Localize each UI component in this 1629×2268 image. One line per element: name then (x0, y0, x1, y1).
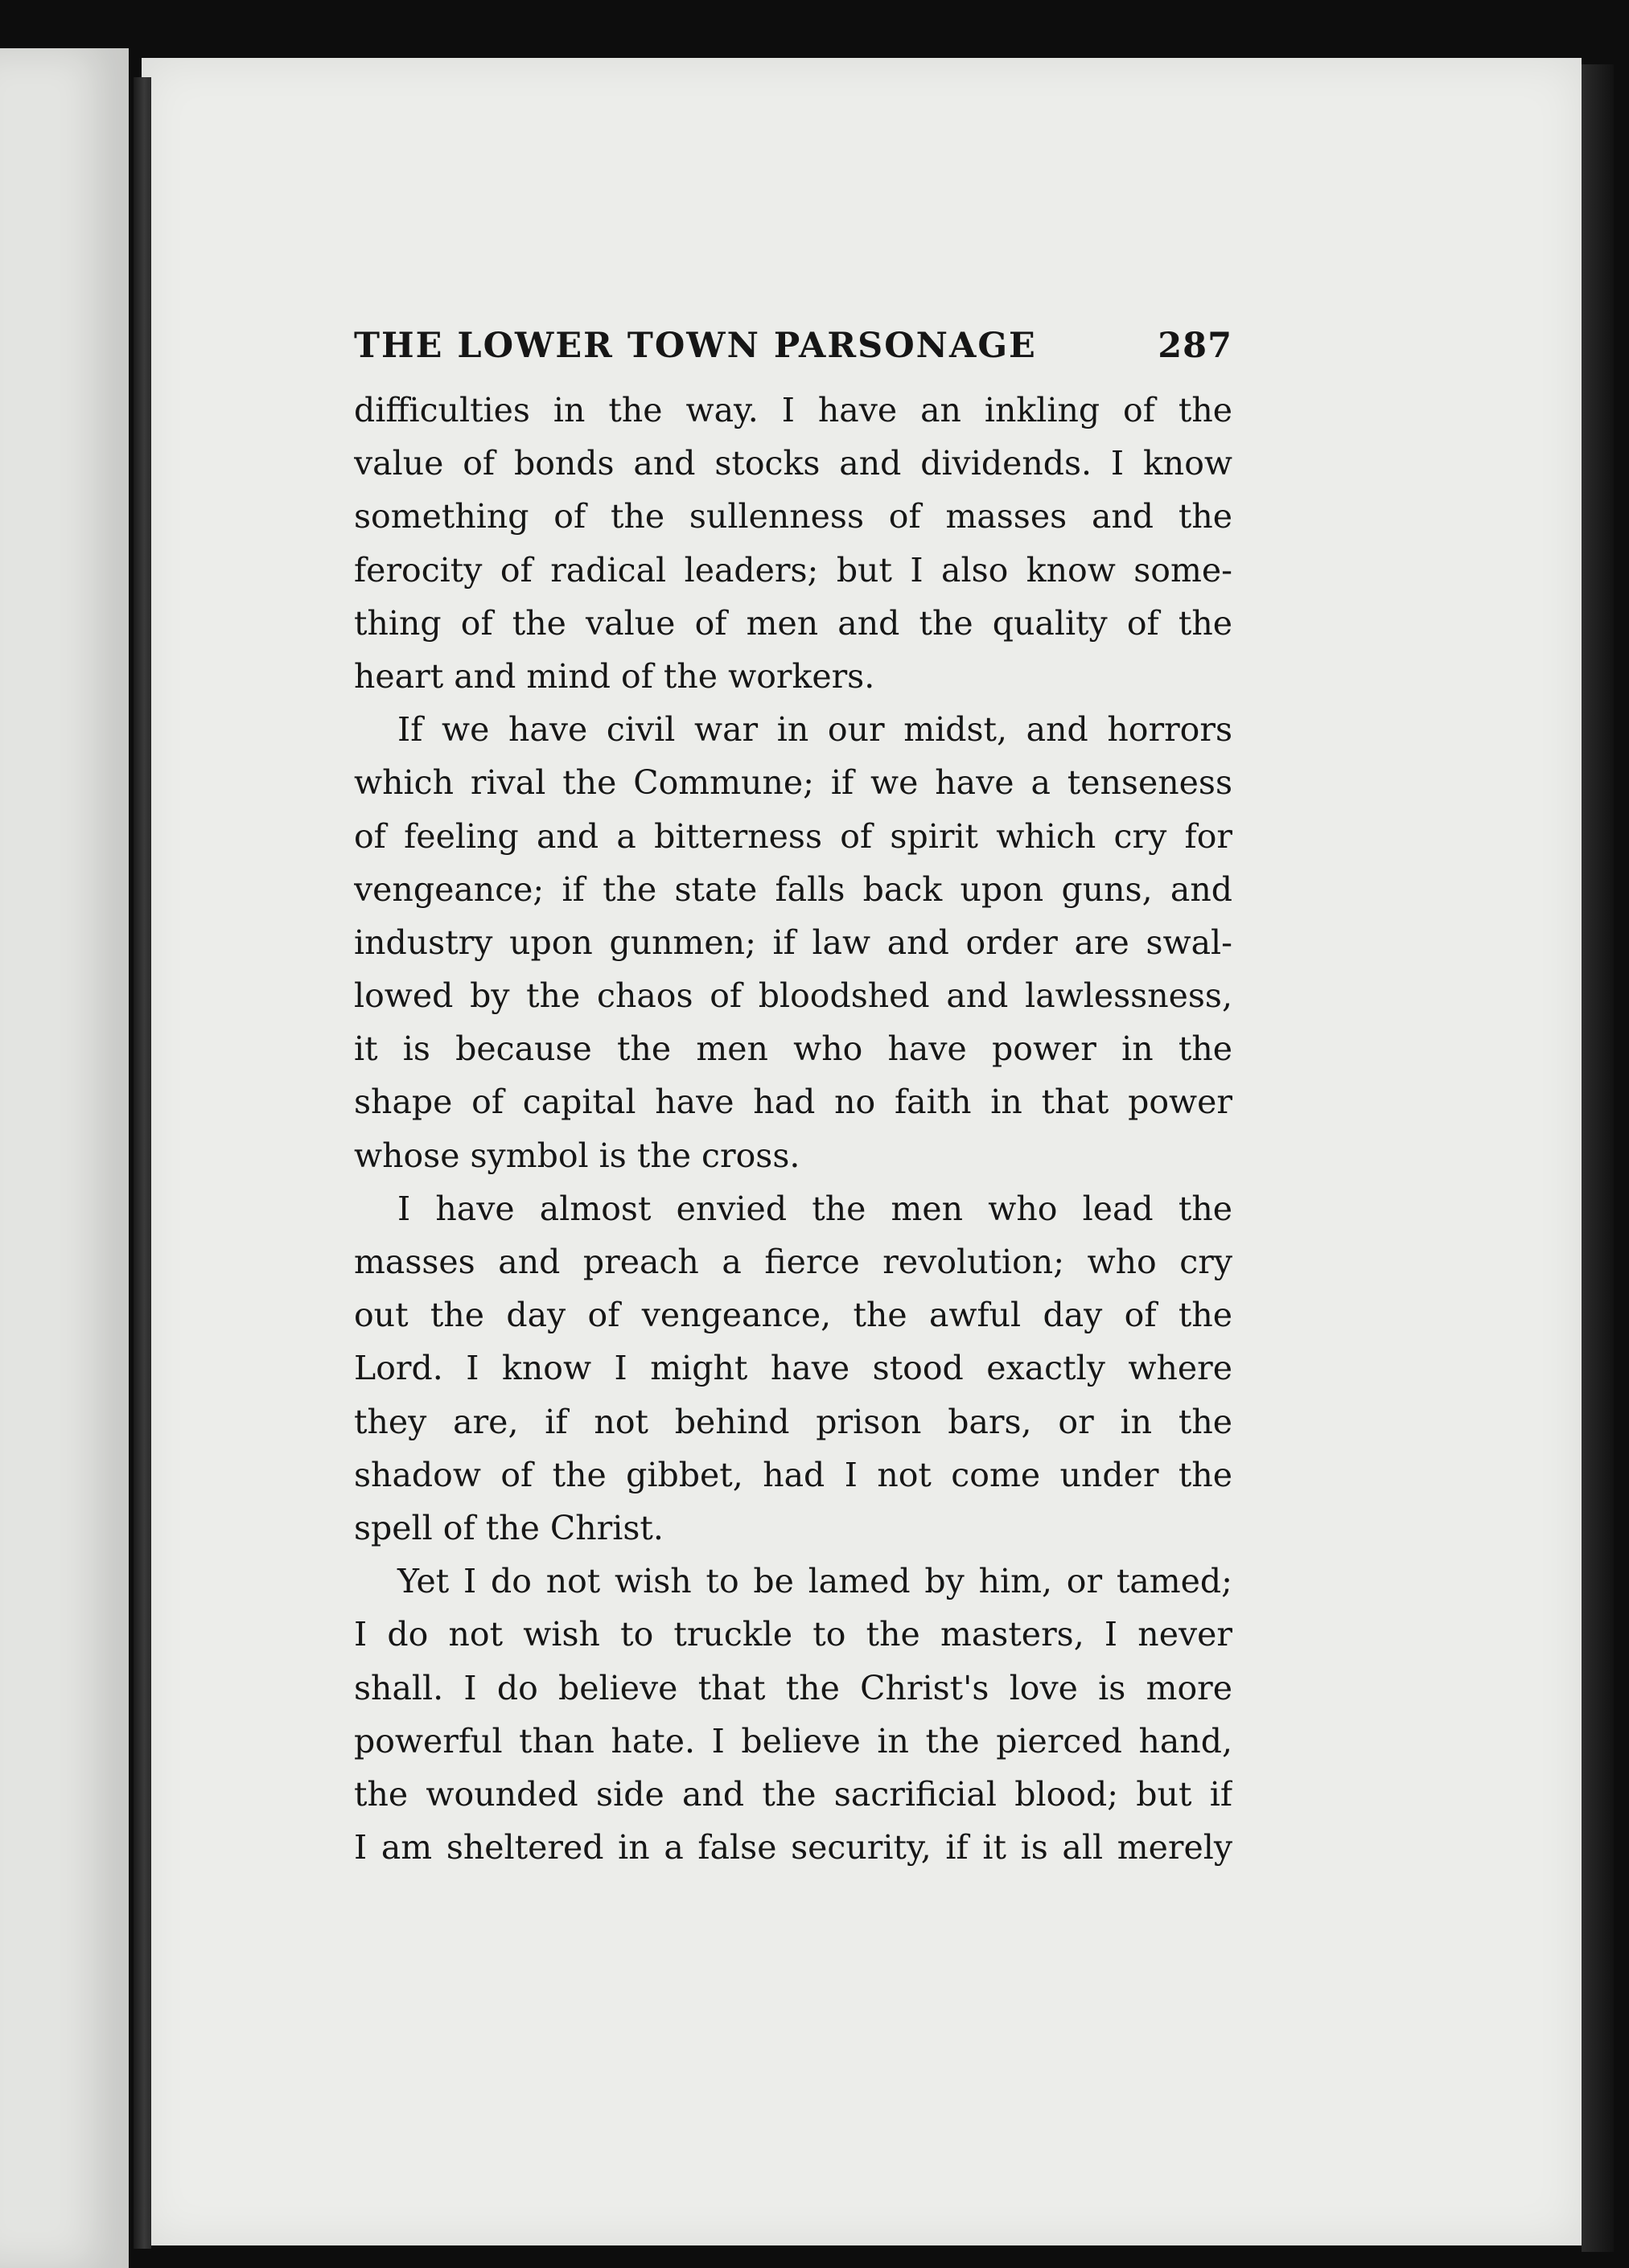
running-head (354, 326, 1232, 377)
text-line: I have almost envied the men who lead the (397, 1189, 1232, 1228)
text-line: something of the sullenness of masses and the (354, 497, 1232, 536)
text-line: I do not wish to truckle to the masters, I never (354, 1615, 1232, 1654)
text-line: heart and mind of the workers. (354, 656, 875, 696)
text-line: masses and preach a fierce revolution; who cry (354, 1243, 1232, 1281)
text-line: If we have civil war in our midst, and horrors (397, 710, 1232, 750)
text-line: value of bonds and stocks and dividends. I know (354, 444, 1232, 483)
text-line: thing of the value of men and the quality of the (354, 603, 1232, 643)
text-line: difficulties in the way. I have an inkling of the (354, 391, 1232, 429)
text-line: the wounded side and the sacrificial blood; but if (354, 1774, 1232, 1814)
text-line: out the day of vengeance, the awful day of the (354, 1296, 1232, 1335)
text-line: spell of the Christ. (354, 1508, 664, 1547)
text-line: Yet I do not wish to be lamed by him, or tamed; (397, 1562, 1232, 1601)
text-line: industry upon gunmen; if law and order are swal- (354, 922, 1232, 962)
page-right-edge (1582, 64, 1614, 2252)
text-line: which rival the Commune; if we have a tenseness (354, 763, 1232, 803)
text-line: they are, if not behind prison bars, or in the (354, 1402, 1232, 1441)
text-line: vengeance; if the state falls back upon guns, and (354, 869, 1232, 909)
page-number: 287 (1158, 326, 1232, 366)
text-line: it is because the men who have power in the (354, 1029, 1232, 1069)
facing-page-edge (0, 48, 129, 2268)
text-line: lowed by the chaos of bloodshed and lawlessness, (354, 976, 1232, 1016)
text-line: I am sheltered in a false security, if it is all merely (354, 1828, 1232, 1867)
text-line: ferocity of radical leaders; but I also know some- (354, 550, 1232, 590)
running-head-title: THE LOWER TOWN PARSONAGE (354, 326, 1037, 366)
text-line: shadow of the gibbet, had I not come under the (354, 1455, 1232, 1494)
page-text-block (354, 326, 1232, 1874)
binding-shadow (134, 77, 151, 2249)
text-line: Lord. I know I might have stood exactly where (354, 1349, 1232, 1388)
text-line: shall. I do believe that the Christ's love is more (354, 1668, 1232, 1707)
text-line: of feeling and a bitterness of spirit which cry for (354, 816, 1232, 856)
text-line: shape of capital have had no faith in that power (354, 1083, 1232, 1122)
text-line: powerful than hate. I believe in the pierced hand, (354, 1721, 1232, 1761)
text-line: whose symbol is the cross. (354, 1136, 800, 1175)
